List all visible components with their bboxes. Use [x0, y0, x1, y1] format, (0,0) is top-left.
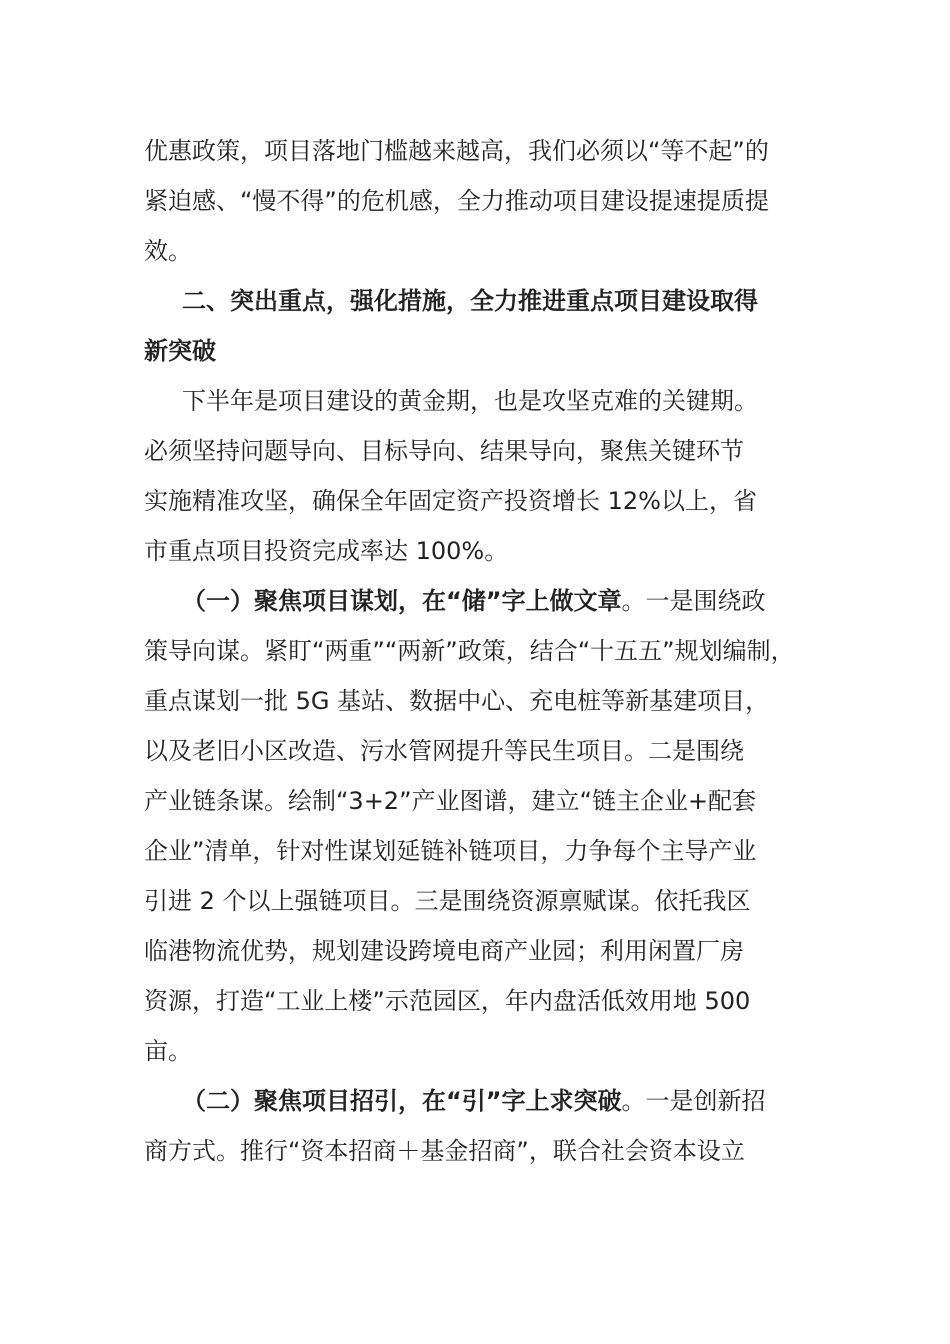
paragraph-second-half-goals — [144, 376, 834, 576]
section-heading-2 — [144, 276, 834, 376]
text-line: 优惠政策，项目落地门槛越来越高，我们必须以“等不起”的 — [144, 137, 769, 165]
text-line: 企业”清单，针对性谋划延链补链项目，力争每个主导产业 — [144, 837, 757, 865]
heading-line: 二、突出重点，强化措施，全力推进重点项目建设取得 — [182, 287, 758, 315]
text-line: 必须坚持问题导向、目标导向、结果导向，聚焦关键环节 — [144, 437, 744, 465]
text-line: 以及老旧小区改造、污水管网提升等民生项目。二是围绕 — [144, 737, 744, 765]
text-line: 紧迫感、“慢不得”的危机感，全力推动项目建设提速提质提 — [144, 187, 769, 215]
subsection-lead: （二）聚焦项目招引，在“引”字上求突破 — [182, 1087, 622, 1115]
text-line — [144, 1076, 834, 1126]
text-line: 实施精准攻坚，确保全年固定资产投资增长 12%以上，省 — [144, 487, 757, 515]
text-line: 商方式。推行“资本招商＋基金招商”，联合社会资本设立 — [144, 1137, 745, 1165]
text-line: 资源，打造“工业上楼”示范园区，年内盘活低效用地 500 — [144, 987, 751, 1015]
text-line: 引进 2 个以上强链项目。三是围绕资源禀赋谋。依托我区 — [144, 887, 751, 915]
text-line: 策导向谋。紧盯“两重”“两新”政策，结合“十五五”规划编制， — [144, 637, 795, 665]
text-line: 重点谋划一批 5G 基站、数据中心、充电桩等新基建项目， — [144, 687, 770, 715]
subsection-lead: （一）聚焦项目谋划，在“储”字上做文章 — [182, 587, 622, 615]
text-line — [144, 576, 834, 626]
paragraph-investment-attraction — [144, 1076, 834, 1176]
text-line: 产业链条谋。绘制“3+2”产业图谱，建立“链主企业+配套 — [144, 787, 757, 815]
text-line: 市重点项目投资完成率达 100%。 — [144, 537, 509, 565]
text-run: 。一是创新招 — [621, 1087, 766, 1115]
paragraph-policy-urgency — [144, 126, 834, 276]
text-line: 临港物流优势，规划建设跨境电商产业园；利用闲置厂房 — [144, 937, 744, 965]
text-line: 亩。 — [144, 1037, 192, 1065]
paragraph-project-planning — [144, 576, 834, 1076]
text-run: 。一是围绕政 — [621, 587, 766, 615]
document-body — [144, 126, 834, 1176]
text-line: 下半年是项目建设的黄金期，也是攻坚克难的关键期。 — [182, 387, 758, 415]
heading-line: 新突破 — [144, 337, 216, 365]
text-line: 效。 — [144, 237, 192, 265]
